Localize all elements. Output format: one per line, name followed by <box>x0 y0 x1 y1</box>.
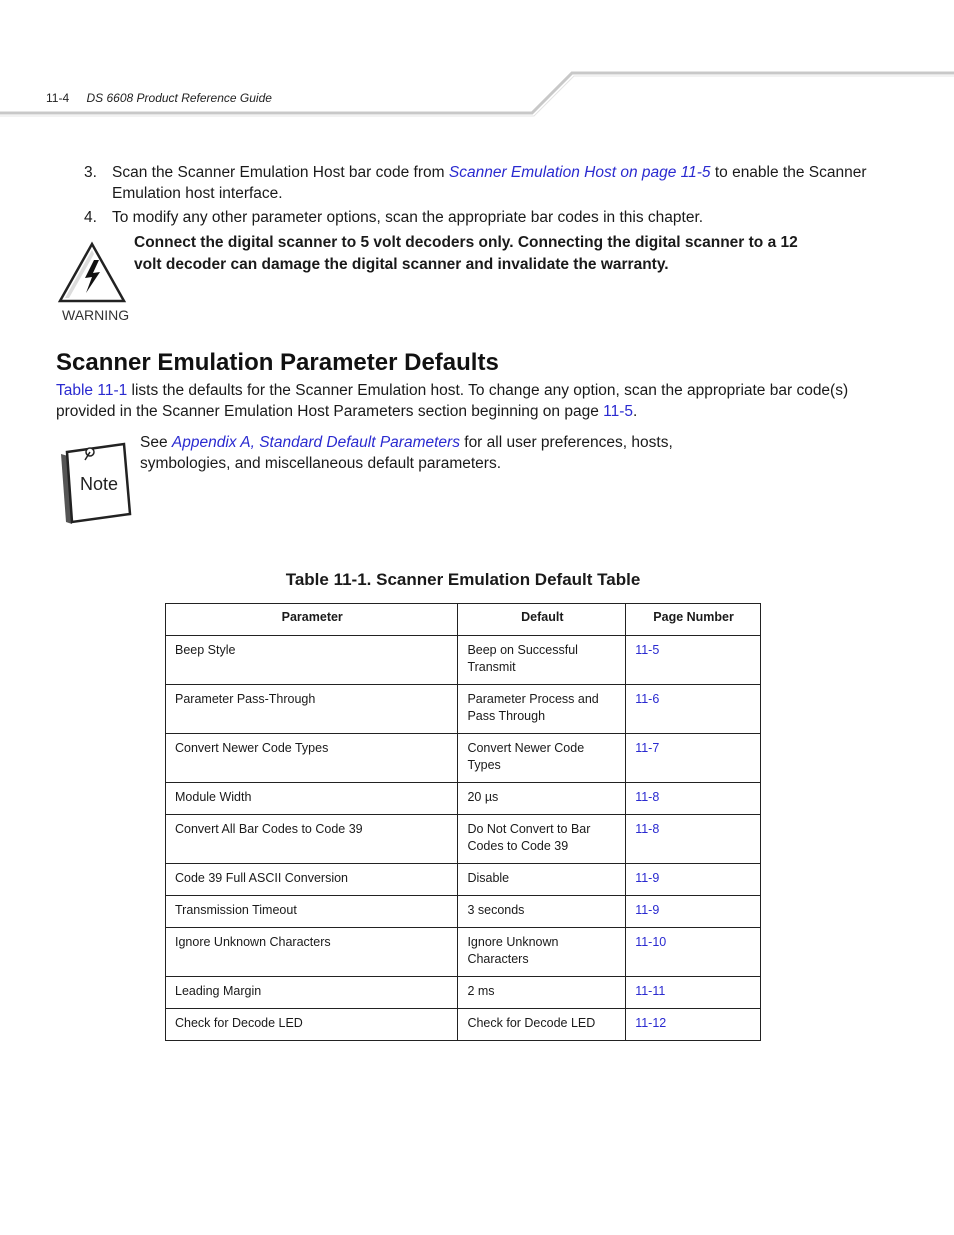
page-link[interactable]: 11-11 <box>635 984 666 998</box>
cell-default: Disable <box>458 864 626 896</box>
table-row <box>166 1009 761 1041</box>
note-text-after: for all user preferences, hosts, symbologies, and miscellaneous default parameters. <box>140 434 673 472</box>
cell-page <box>626 685 761 734</box>
page-link[interactable]: 11-8 <box>635 822 660 836</box>
cell-parameter: Parameter Pass-Through <box>166 685 458 734</box>
cell-default: Parameter Process and Pass Through <box>458 685 626 734</box>
table-11-1-link[interactable]: Table 11-1 <box>56 382 128 399</box>
cell-page <box>626 636 761 685</box>
page-link[interactable]: 11-6 <box>635 692 660 706</box>
cell-page <box>626 734 761 783</box>
cell-page <box>626 783 761 815</box>
table-row <box>166 896 761 928</box>
page-link[interactable]: 11-9 <box>635 871 660 885</box>
step-text <box>112 162 874 204</box>
table-row <box>166 783 761 815</box>
page-link[interactable]: 11-10 <box>635 935 667 949</box>
cell-default: 2 ms <box>458 977 626 1009</box>
cell-parameter: Module Width <box>166 783 458 815</box>
page-link[interactable]: 11-9 <box>635 903 660 917</box>
defaults-table <box>165 603 761 1041</box>
cell-parameter: Transmission Timeout <box>166 896 458 928</box>
warning-icon <box>56 240 128 304</box>
step-text-before: Scan the Scanner Emulation Host bar code from <box>112 164 449 181</box>
cell-default: 20 µs <box>458 783 626 815</box>
page-link[interactable]: 11-5 <box>635 643 660 657</box>
cell-default: Ignore Unknown Characters <box>458 928 626 977</box>
cell-page <box>626 928 761 977</box>
table-row <box>166 864 761 896</box>
intro-text: lists the defaults for the Scanner Emulation host. To change any option, scan the appropriate bar code(s) provided in the Scanner Emulation Host Parameters section beginning on page <box>56 382 849 420</box>
header-page-number: Page Number <box>626 604 761 636</box>
warning-label: WARNING <box>62 307 130 323</box>
cell-parameter: Leading Margin <box>166 977 458 1009</box>
cell-default: Convert Newer Code Types <box>458 734 626 783</box>
page-number: 11-4 <box>46 91 70 105</box>
step-number: 4. <box>84 209 97 226</box>
section-intro <box>56 380 886 422</box>
cell-parameter: Check for Decode LED <box>166 1009 458 1041</box>
page-11-5-link[interactable]: 11-5 <box>603 403 634 420</box>
cell-default: 3 seconds <box>458 896 626 928</box>
cell-page <box>626 977 761 1009</box>
cell-parameter: Beep Style <box>166 636 458 685</box>
cell-parameter: Convert All Bar Codes to Code 39 <box>166 815 458 864</box>
table-row <box>166 685 761 734</box>
note-text <box>140 432 760 474</box>
step-list <box>84 162 874 231</box>
running-head <box>46 91 272 105</box>
cell-page <box>626 1009 761 1041</box>
table-row <box>166 734 761 783</box>
note-text-before: See <box>140 434 172 451</box>
step-item <box>84 162 874 204</box>
intro-end: . <box>633 403 638 420</box>
step-item <box>84 207 874 228</box>
step-number: 3. <box>84 164 97 181</box>
scanner-emulation-host-link[interactable]: Scanner Emulation Host on page 11-5 <box>448 164 711 181</box>
page-link[interactable]: 11-12 <box>635 1016 667 1030</box>
cell-parameter: Ignore Unknown Characters <box>166 928 458 977</box>
table-row <box>166 636 761 685</box>
cell-page <box>626 864 761 896</box>
cell-parameter: Code 39 Full ASCII Conversion <box>166 864 458 896</box>
guide-title: DS 6608 Product Reference Guide <box>86 91 272 105</box>
table-caption: Table 11-1. Scanner Emulation Default Table <box>285 570 641 589</box>
cell-parameter: Convert Newer Code Types <box>166 734 458 783</box>
table-header-row <box>166 604 761 636</box>
table-row <box>166 928 761 977</box>
section-title: Scanner Emulation Parameter Defaults <box>56 349 499 376</box>
note-label: Note <box>80 474 119 494</box>
note-icon <box>58 440 134 526</box>
appendix-a-link[interactable]: Appendix A, Standard Default Parameters <box>171 434 460 451</box>
step-text-after: to enable the Scanner Emulation host interface. <box>112 164 867 202</box>
page-link[interactable]: 11-8 <box>635 790 660 804</box>
cell-page <box>626 896 761 928</box>
table-row <box>166 815 761 864</box>
step-text: To modify any other parameter options, scan the appropriate bar codes in this chapter. <box>112 209 704 226</box>
cell-page <box>626 815 761 864</box>
cell-default: Do Not Convert to Bar Codes to Code 39 <box>458 815 626 864</box>
cell-default: Check for Decode LED <box>458 1009 626 1041</box>
header-rule <box>0 0 954 130</box>
cell-default: Beep on Successful Transmit <box>458 636 626 685</box>
page-link[interactable]: 11-7 <box>635 741 660 755</box>
header-default: Default <box>458 604 626 636</box>
header-parameter: Parameter <box>166 604 458 636</box>
warning-text: Connect the digital scanner to 5 volt decoders only. Connecting the digital scanner to a 12 volt decoder can damage the digital scanner and invalidate the warranty. <box>134 234 798 273</box>
table-row <box>166 977 761 1009</box>
